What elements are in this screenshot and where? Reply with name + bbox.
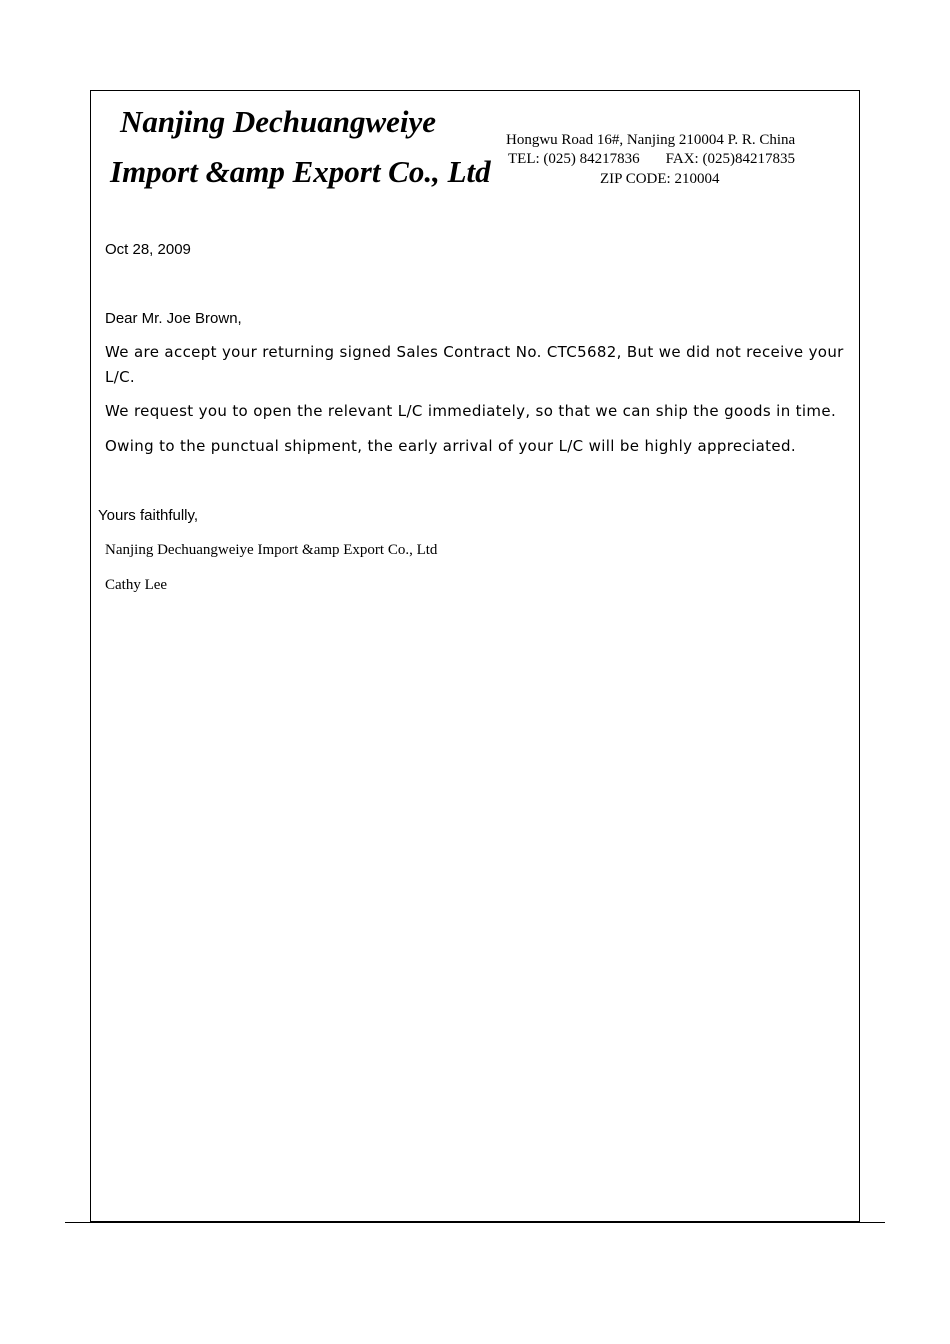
salutation: Dear Mr. Joe Brown,	[105, 310, 242, 327]
signature-company: Nanjing Dechuangweiye Import &amp Export Co., Ltd	[105, 542, 438, 558]
company-name-line2: Import &amp Export Co., Ltd	[110, 154, 491, 189]
signature-name: Cathy Lee	[105, 577, 168, 593]
contact-line	[508, 152, 795, 167]
fax: FAX: (025)84217835	[665, 151, 795, 167]
body-paragraph: We are accept your returning signed Sales Contract No. CTC5682, But we did not receive your L/C.	[105, 343, 844, 386]
zip-code: ZIP CODE: 210004	[600, 171, 720, 187]
body-paragraph: We request you to open the relevant L/C immediately, so that we can ship the goods in time.	[105, 402, 837, 420]
company-name-line1: Nanjing Dechuangweiye	[120, 104, 437, 139]
body-paragraph: Owing to the punctual shipment, the early arrival of your L/C will be highly appreciated.	[105, 437, 796, 455]
complimentary-close: Yours faithfully,	[98, 507, 199, 524]
letter-date: Oct 28, 2009	[105, 241, 191, 258]
telephone: TEL: (025) 84217836	[508, 151, 640, 167]
letter-border	[90, 90, 860, 1222]
footer-rule	[65, 1222, 885, 1223]
company-address: Hongwu Road 16#, Nanjing 210004 P. R. China	[506, 132, 796, 148]
